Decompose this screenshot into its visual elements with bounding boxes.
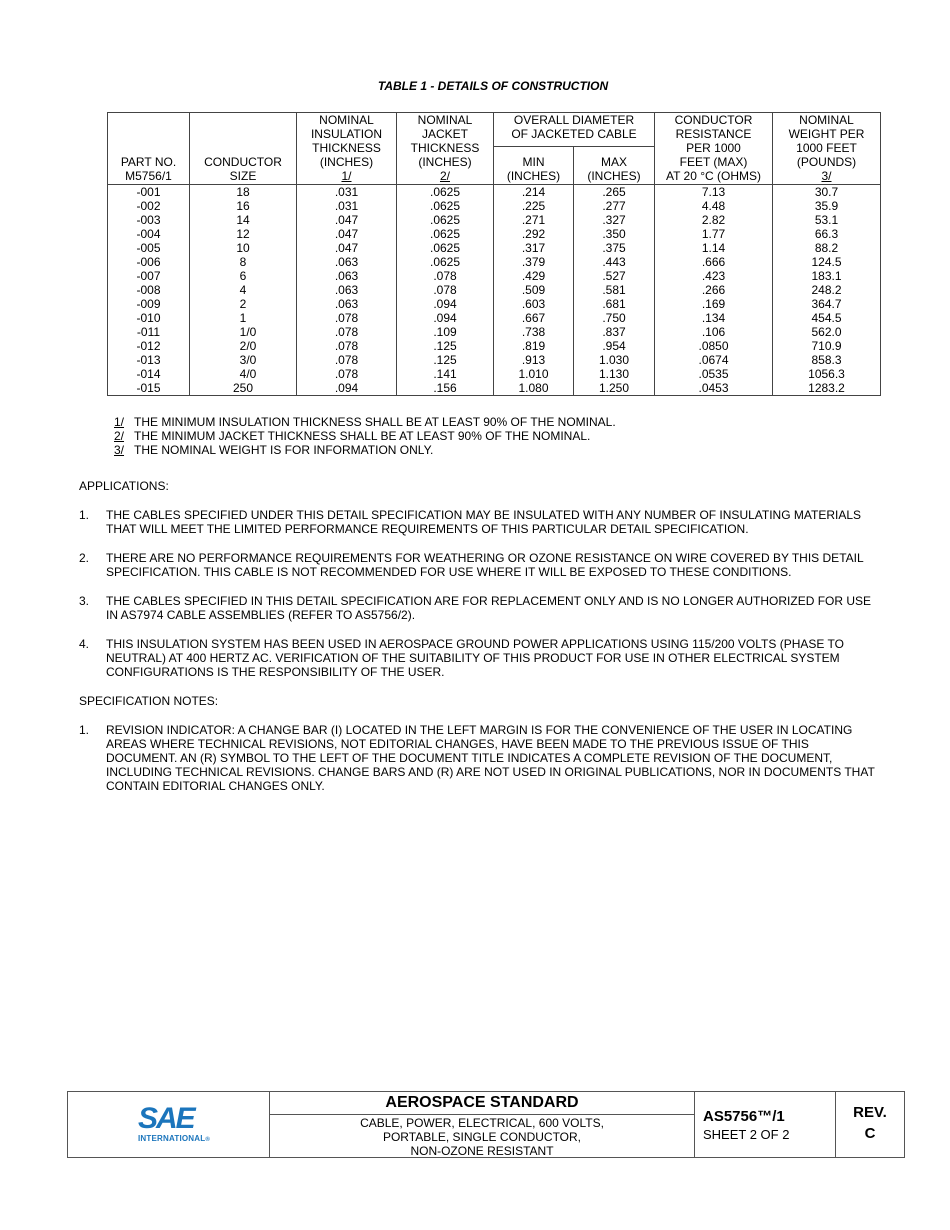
table-cell: .125	[397, 353, 494, 367]
table-cell: .379	[494, 255, 574, 269]
table-cell: .063	[297, 255, 397, 269]
table-cell: 2.82	[655, 213, 773, 227]
table-cell: -007	[108, 269, 190, 283]
logo-cell	[68, 1092, 270, 1157]
table-cell: -013	[108, 353, 190, 367]
table-cell: -011	[108, 325, 190, 339]
table-cell: 53.1	[773, 213, 881, 227]
table-cell: 2	[190, 297, 297, 311]
table-cell: 6	[190, 269, 297, 283]
table-cell: .527	[574, 269, 655, 283]
table-cell: .109	[397, 325, 494, 339]
table-cell: 7.13	[655, 185, 773, 200]
table-cell: .169	[655, 297, 773, 311]
table-cell: .750	[574, 311, 655, 325]
table-cell: .0625	[397, 213, 494, 227]
table-cell: .031	[297, 199, 397, 213]
table-footnotes	[114, 415, 616, 457]
table-title: TABLE 1 - DETAILS OF CONSTRUCTION	[377, 79, 609, 93]
table-row	[108, 199, 881, 213]
table-row	[108, 311, 881, 325]
table-cell: -004	[108, 227, 190, 241]
table-cell: -009	[108, 297, 190, 311]
table-cell: 858.3	[773, 353, 881, 367]
table-cell: -010	[108, 311, 190, 325]
table-cell: 454.5	[773, 311, 881, 325]
table-row	[108, 381, 881, 396]
table-cell: 66.3	[773, 227, 881, 241]
table-cell: .0625	[397, 185, 494, 200]
revision-cell	[836, 1092, 904, 1157]
table-cell: .134	[655, 311, 773, 325]
application-item: 4. THIS INSULATION SYSTEM HAS BEEN USED IN AEROSPACE GROUND POWER APPLICATIONS USING 115/200 VOLTS (PHASE TO NEUTRAL) AT 400 HERTZ AC. VERIFICATION OF THE SUITABILITY OF THIS PRODUCT FOR USE IN OTHER ELECTRICAL SYSTEM CONFIGURATIONS IS THE RESPONSIBILITY OF THE USER.	[79, 637, 844, 679]
header-jacket-thickness: NOMINAL JACKET THICKNESS (INCHES) 2/	[397, 113, 494, 185]
header-conductor-size: CONDUCTOR SIZE	[190, 113, 297, 185]
table-cell: 3/0	[190, 353, 297, 367]
table-cell: .603	[494, 297, 574, 311]
table-cell: 1/0	[190, 325, 297, 339]
spec-notes-heading: SPECIFICATION NOTES:	[79, 694, 219, 708]
table-cell: .094	[397, 311, 494, 325]
table-cell: .078	[297, 353, 397, 367]
application-item: 3. THE CABLES SPECIFIED IN THIS DETAIL SPECIFICATION ARE FOR REPLACEMENT ONLY AND IS NO LONGER AUTHORIZED FOR USE IN AS7974 CABLE ASSEMBLIES (REFER TO AS5756/2).	[79, 594, 872, 622]
table-cell: 1056.3	[773, 367, 881, 381]
table-row	[108, 185, 881, 200]
table-cell: .266	[655, 283, 773, 297]
revision-label: REV.	[853, 1104, 887, 1121]
table-cell: .327	[574, 213, 655, 227]
table-cell: .913	[494, 353, 574, 367]
table-cell: 2/0	[190, 339, 297, 353]
table-cell: .350	[574, 227, 655, 241]
table-row	[108, 325, 881, 339]
table-cell: .225	[494, 199, 574, 213]
application-item: 1. THE CABLES SPECIFIED UNDER THIS DETAIL SPECIFICATION MAY BE INSULATED WITH ANY NUMBER OF INSULATING MATERIALS THAT WILL MEET THE LIMITED PERFORMANCE REQUIREMENTS OF THIS PARTICULAR DETAIL SPECIFICATION.	[79, 508, 862, 536]
table-cell: .0625	[397, 241, 494, 255]
table-cell: .063	[297, 283, 397, 297]
table-cell: .271	[494, 213, 574, 227]
table-cell: .666	[655, 255, 773, 269]
table-cell: 16	[190, 199, 297, 213]
revision-value: C	[864, 1125, 876, 1142]
document-number: AS5756™/1	[703, 1108, 785, 1125]
table-row	[108, 241, 881, 255]
table-row	[108, 227, 881, 241]
applications-heading: APPLICATIONS:	[79, 479, 169, 493]
header-overall-diameter: OVERALL DIAMETER OF JACKETED CABLE	[494, 113, 655, 147]
table-cell: .078	[397, 269, 494, 283]
table-cell: 250	[190, 381, 297, 396]
header-max-diameter: MAX (INCHES)	[574, 147, 655, 185]
table-row	[108, 255, 881, 269]
table-cell: .317	[494, 241, 574, 255]
header-conductor-resistance: CONDUCTOR RESISTANCE PER 1000 FEET (MAX) AT 20 °C (OHMS)	[655, 113, 773, 185]
table-cell: .063	[297, 297, 397, 311]
table-cell: .667	[494, 311, 574, 325]
table-cell: -012	[108, 339, 190, 353]
table-cell: .078	[297, 367, 397, 381]
table-cell: 1.77	[655, 227, 773, 241]
table-cell: .429	[494, 269, 574, 283]
standard-description: CABLE, POWER, ELECTRICAL, 600 VOLTS, PORTABLE, SINGLE CONDUCTOR, NON-OZONE RESISTANT	[360, 1116, 604, 1158]
table-cell: 1.14	[655, 241, 773, 255]
table-cell: -001	[108, 185, 190, 200]
table-cell: 4	[190, 283, 297, 297]
table-cell: 1283.2	[773, 381, 881, 396]
table-row	[108, 297, 881, 311]
table-cell: .509	[494, 283, 574, 297]
table-cell: 12	[190, 227, 297, 241]
table-cell: 88.2	[773, 241, 881, 255]
table-cell: .047	[297, 241, 397, 255]
table-cell: 30.7	[773, 185, 881, 200]
sae-logo: SAE INTERNATIONAL®	[138, 1102, 210, 1143]
table-cell: .078	[297, 311, 397, 325]
table-cell: -014	[108, 367, 190, 381]
table-cell: 4.48	[655, 199, 773, 213]
table-cell: .047	[297, 227, 397, 241]
header-nominal-weight: NOMINAL WEIGHT PER 1000 FEET (POUNDS) 3/	[773, 113, 881, 185]
table-cell: -006	[108, 255, 190, 269]
table-cell: .954	[574, 339, 655, 353]
table-row	[108, 269, 881, 283]
table-cell: 1.030	[574, 353, 655, 367]
table-cell: .141	[397, 367, 494, 381]
table-cell: .292	[494, 227, 574, 241]
table-cell: 364.7	[773, 297, 881, 311]
table-cell: .0453	[655, 381, 773, 396]
table-cell: 10	[190, 241, 297, 255]
construction-table	[107, 112, 881, 396]
table-row	[108, 367, 881, 381]
table-row	[108, 213, 881, 227]
table-cell: .214	[494, 185, 574, 200]
table-row	[108, 353, 881, 367]
table-cell: 124.5	[773, 255, 881, 269]
table-cell: -008	[108, 283, 190, 297]
header-insulation-thickness: NOMINAL INSULATION THICKNESS (INCHES) 1/	[297, 113, 397, 185]
table-cell: .0625	[397, 227, 494, 241]
table-cell: .277	[574, 199, 655, 213]
table-cell: 4/0	[190, 367, 297, 381]
table-cell: .106	[655, 325, 773, 339]
table-cell: .078	[397, 283, 494, 297]
table-cell: .125	[397, 339, 494, 353]
table-cell: .837	[574, 325, 655, 339]
table-cell: 1.080	[494, 381, 574, 396]
table-cell: 14	[190, 213, 297, 227]
footnote: 3/ THE NOMINAL WEIGHT IS FOR INFORMATION ONLY.	[114, 443, 434, 457]
table-row	[108, 283, 881, 297]
table-cell: .681	[574, 297, 655, 311]
table-cell: 1.250	[574, 381, 655, 396]
table-cell: -015	[108, 381, 190, 396]
table-cell: 1.010	[494, 367, 574, 381]
standard-title: AEROSPACE STANDARD	[270, 1092, 694, 1115]
table-cell: 183.1	[773, 269, 881, 283]
table-cell: 248.2	[773, 283, 881, 297]
table-cell: -002	[108, 199, 190, 213]
header-min-diameter: MIN (INCHES)	[494, 147, 574, 185]
table-cell: .094	[297, 381, 397, 396]
table-cell: .423	[655, 269, 773, 283]
table-cell: .078	[297, 339, 397, 353]
table-cell: -005	[108, 241, 190, 255]
table-cell: .0625	[397, 199, 494, 213]
table-cell: .265	[574, 185, 655, 200]
title-block	[67, 1091, 905, 1158]
table-cell: 35.9	[773, 199, 881, 213]
table-cell: -003	[108, 213, 190, 227]
table-cell: .375	[574, 241, 655, 255]
table-cell: .156	[397, 381, 494, 396]
table-cell: .0625	[397, 255, 494, 269]
sheet-number: SHEET 2 OF 2	[703, 1127, 790, 1142]
table-cell: .0535	[655, 367, 773, 381]
table-cell: .094	[397, 297, 494, 311]
table-cell: .031	[297, 185, 397, 200]
table-cell: .047	[297, 213, 397, 227]
table-cell: .738	[494, 325, 574, 339]
table-row	[108, 339, 881, 353]
table-cell: .063	[297, 269, 397, 283]
footnote: 2/ THE MINIMUM JACKET THICKNESS SHALL BE AT LEAST 90% OF THE NOMINAL.	[114, 429, 591, 443]
application-item: 2. THERE ARE NO PERFORMANCE REQUIREMENTS FOR WEATHERING OR OZONE RESISTANCE ON WIRE COVERED BY THIS DETAIL SPECIFICATION. THIS CABLE IS NOT RECOMMENDED FOR USE WHERE IT WILL BE EXPOSED TO THESE CONDITIONS.	[79, 551, 864, 579]
table-cell: 8	[190, 255, 297, 269]
table-cell: .0850	[655, 339, 773, 353]
table-cell: .443	[574, 255, 655, 269]
footnote: 1/ THE MINIMUM INSULATION THICKNESS SHALL BE AT LEAST 90% OF THE NOMINAL.	[114, 415, 616, 429]
table-cell: 710.9	[773, 339, 881, 353]
table-cell: 1	[190, 311, 297, 325]
table-cell: 1.130	[574, 367, 655, 381]
table-cell: 18	[190, 185, 297, 200]
table-cell: .581	[574, 283, 655, 297]
spec-note-item: 1. REVISION INDICATOR: A CHANGE BAR (I) LOCATED IN THE LEFT MARGIN IS FOR THE CONVENIENCE OF THE USER IN LOCATING AREAS WHERE TECHNICAL REVISIONS, NOT EDITORIAL CHANGES, HAVE BEEN MADE TO THE PREVIOUS ISSUE OF THIS DOCUMENT. AN (R) SYMBOL TO THE LEFT OF THE DOCUMENT TITLE INDICATES A COMPLETE REVISION OF THE DOCUMENT, INCLUDING TECHNICAL REVISIONS. CHANGE BARS AND (R) ARE NOT USED IN ORIGINAL PUBLICATIONS, NOR IN DOCUMENTS THAT CONTAIN EDITORIAL CHANGES ONLY.	[79, 723, 875, 793]
header-part-no: PART NO. M5756/1	[108, 113, 190, 185]
table-cell: .819	[494, 339, 574, 353]
table-cell: 562.0	[773, 325, 881, 339]
document-number-cell	[695, 1092, 836, 1157]
table-cell: .078	[297, 325, 397, 339]
table-cell: .0674	[655, 353, 773, 367]
title-cell	[270, 1092, 695, 1157]
